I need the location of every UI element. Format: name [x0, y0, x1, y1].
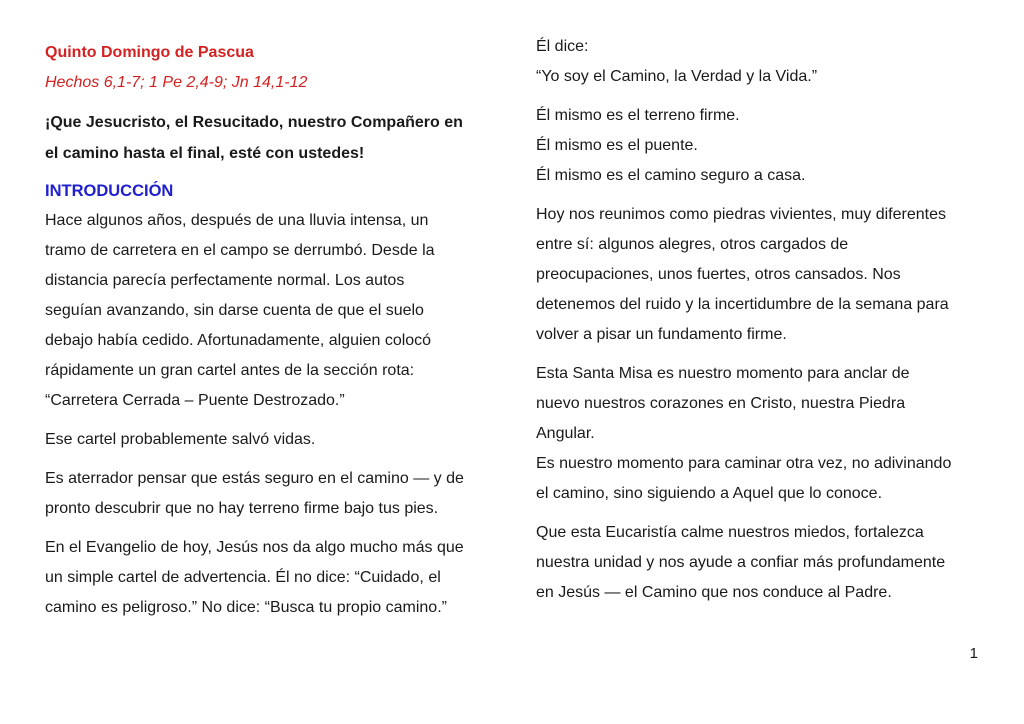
text-line: tramo de carretera en el campo se derrumbó. Desde la	[45, 242, 435, 259]
text-line: el camino, sino siguiendo a Aquel que lo conoce.	[536, 485, 883, 502]
document-title: Quinto Domingo de Pascua	[45, 44, 254, 61]
text-line: Él mismo es el puente.	[536, 137, 698, 154]
right-column	[536, 32, 1002, 608]
right-body-text	[536, 32, 1002, 608]
text-line: entre sí: algunos alegres, otros cargados de	[536, 236, 849, 253]
paragraph	[536, 518, 1002, 608]
text-line: camino es peligroso.” No dice: “Busca tu propio camino.”	[45, 599, 447, 616]
paragraph	[45, 425, 507, 455]
text-line: Esta Santa Misa es nuestro momento para anclar de	[536, 365, 910, 382]
text-line: nuestra unidad y nos ayude a confiar más profundamente	[536, 554, 946, 571]
paragraph	[536, 101, 1002, 191]
left-body-text	[45, 206, 507, 623]
paragraph	[45, 533, 507, 623]
text-line: volver a pisar un fundamento firme.	[536, 326, 787, 343]
paragraph	[45, 464, 507, 524]
paragraph	[45, 206, 507, 416]
text-line: Hace algunos años, después de una lluvia intensa, un	[45, 212, 429, 229]
greeting	[45, 107, 507, 169]
text-line: Él dice:	[536, 38, 589, 55]
text-line: rápidamente un gran cartel antes de la sección rota:	[45, 362, 415, 379]
text-line: seguían avanzando, sin darse cuenta de que el suelo	[45, 302, 424, 319]
scripture-readings: Hechos 6,1-7; 1 Pe 2,4-9; Jn 14,1-12	[45, 74, 308, 91]
text-line: Ese cartel probablemente salvó vidas.	[45, 431, 316, 448]
text-line: Angular.	[536, 425, 595, 442]
left-column	[45, 38, 507, 623]
text-line: “Carretera Cerrada – Puente Destrozado.”	[45, 392, 345, 409]
text-line: Él mismo es el terreno firme.	[536, 107, 740, 124]
text-line: Hoy nos reunimos como piedras vivientes, muy diferentes	[536, 206, 946, 223]
text-line: un simple cartel de advertencia. Él no dice: “Cuidado, el	[45, 569, 441, 586]
text-line: preocupaciones, unos fuertes, otros cansados. Nos	[536, 266, 901, 283]
text-line: Que esta Eucaristía calme nuestros miedos, fortalezca	[536, 524, 924, 541]
text-line: en Jesús — el Camino que nos conduce al Padre.	[536, 584, 892, 601]
text-line: “Yo soy el Camino, la Verdad y la Vida.”	[536, 68, 818, 85]
text-line: pronto descubrir que no hay terreno firme bajo tus pies.	[45, 500, 439, 517]
section-heading-introduccion: INTRODUCCIÓN	[45, 182, 174, 200]
text-line: distancia parecía perfectamente normal. Los autos	[45, 272, 405, 289]
paragraph	[536, 200, 1002, 350]
page-number: 1	[969, 645, 978, 662]
paragraph	[536, 359, 1002, 509]
text-line: debajo había cedido. Afortunadamente, alguien colocó	[45, 332, 432, 349]
text-line: detenemos del ruido y la incertidumbre de la semana para	[536, 296, 949, 313]
text-line: Es nuestro momento para caminar otra vez, no adivinando	[536, 455, 952, 472]
text-line: Él mismo es el camino seguro a casa.	[536, 167, 806, 184]
greeting-line: ¡Que Jesucristo, el Resucitado, nuestro Compañero en	[45, 114, 463, 131]
text-line: Es aterrador pensar que estás seguro en el camino — y de	[45, 470, 464, 487]
greeting-line: el camino hasta el final, esté con ustedes!	[45, 145, 365, 162]
paragraph	[536, 32, 1002, 92]
text-line: En el Evangelio de hoy, Jesús nos da algo mucho más que	[45, 539, 464, 556]
text-line: nuevo nuestros corazones en Cristo, nuestra Piedra	[536, 395, 906, 412]
